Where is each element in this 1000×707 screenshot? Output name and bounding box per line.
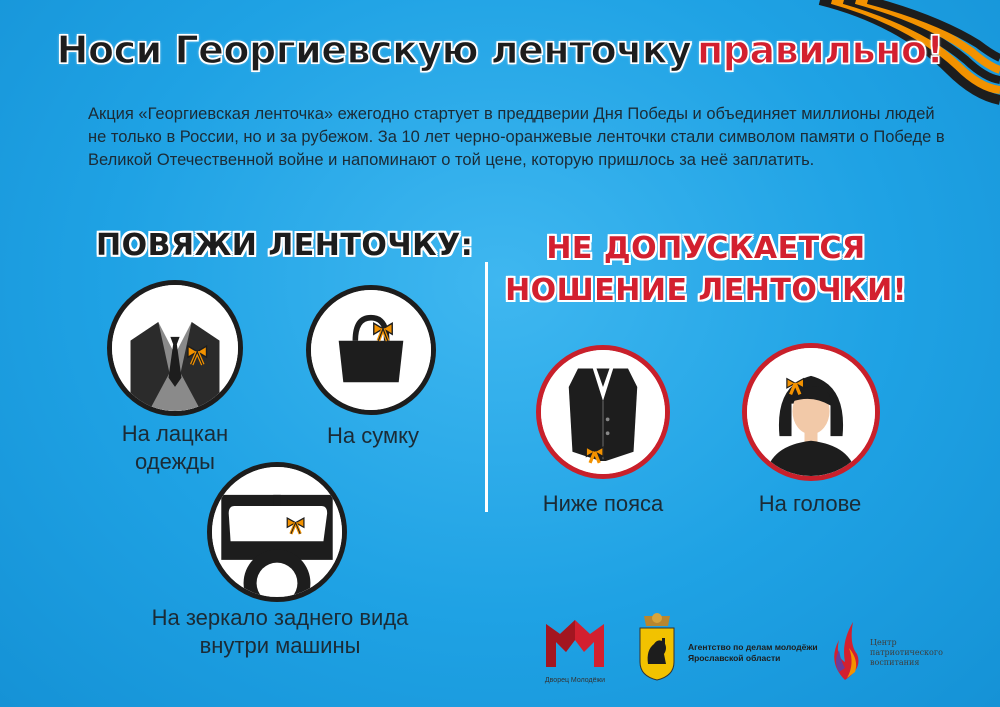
- dvorets-logo: [540, 612, 610, 684]
- center-line3: воспитания: [870, 658, 920, 667]
- right-heading-line1: НЕ ДОПУСКАЕТСЯ: [546, 231, 866, 266]
- caption-on-head: На голове: [758, 491, 862, 516]
- caption-mirror: На зеркало заднего вида внутри машины: [151, 605, 409, 658]
- center-line2: патриотического: [870, 648, 943, 657]
- center-logo-text: [870, 638, 980, 668]
- car-mirror-icon: [207, 462, 347, 602]
- right-heading: [496, 228, 916, 312]
- yaroslavl-coat-of-arms: [634, 612, 680, 687]
- dvorets-logo-mark: [540, 612, 610, 672]
- caption-below-waist: Ниже пояса: [542, 491, 664, 516]
- agency-line2: Ярославской области: [688, 653, 781, 663]
- suit-lapel-icon: [107, 280, 243, 416]
- intro-paragraph: Акция «Георгиевская ленточка» ежегодно стартует в преддверии Дня Победы и объединяет миллионы людей не только в России, но и за рубежом. За 10 лет черно-оранжевые ленточки стали символом памяти о Победе в Великой Отечественной войне и напоминают о той цене, которую пришлось за неё заплатить.: [88, 105, 945, 169]
- caption-bag: На сумку: [327, 423, 419, 448]
- title-accent: правильно!: [697, 28, 944, 72]
- woman-head-icon: [742, 343, 880, 481]
- center-line1: Центр: [870, 638, 897, 647]
- section-divider: [485, 262, 488, 512]
- center-flame-logo: [825, 612, 865, 687]
- right-heading-line2: НОШЕНИЕ ЛЕНТОЧКИ!: [505, 273, 907, 308]
- agency-logo-text: [688, 642, 838, 664]
- dvorets-logo-text: Дворец Молодёжи: [544, 677, 606, 684]
- agency-line1: Агентство по делам молодёжи: [688, 642, 818, 652]
- caption-lapel: На лацкан одежды: [121, 421, 229, 474]
- jacket-below-waist-icon: [536, 345, 670, 479]
- title-main: Носи Георгиевскую ленточку: [56, 28, 692, 72]
- page-title: [0, 28, 1000, 72]
- left-heading: ПОВЯЖИ ЛЕНТОЧКУ:: [96, 228, 474, 263]
- handbag-icon: [306, 285, 436, 415]
